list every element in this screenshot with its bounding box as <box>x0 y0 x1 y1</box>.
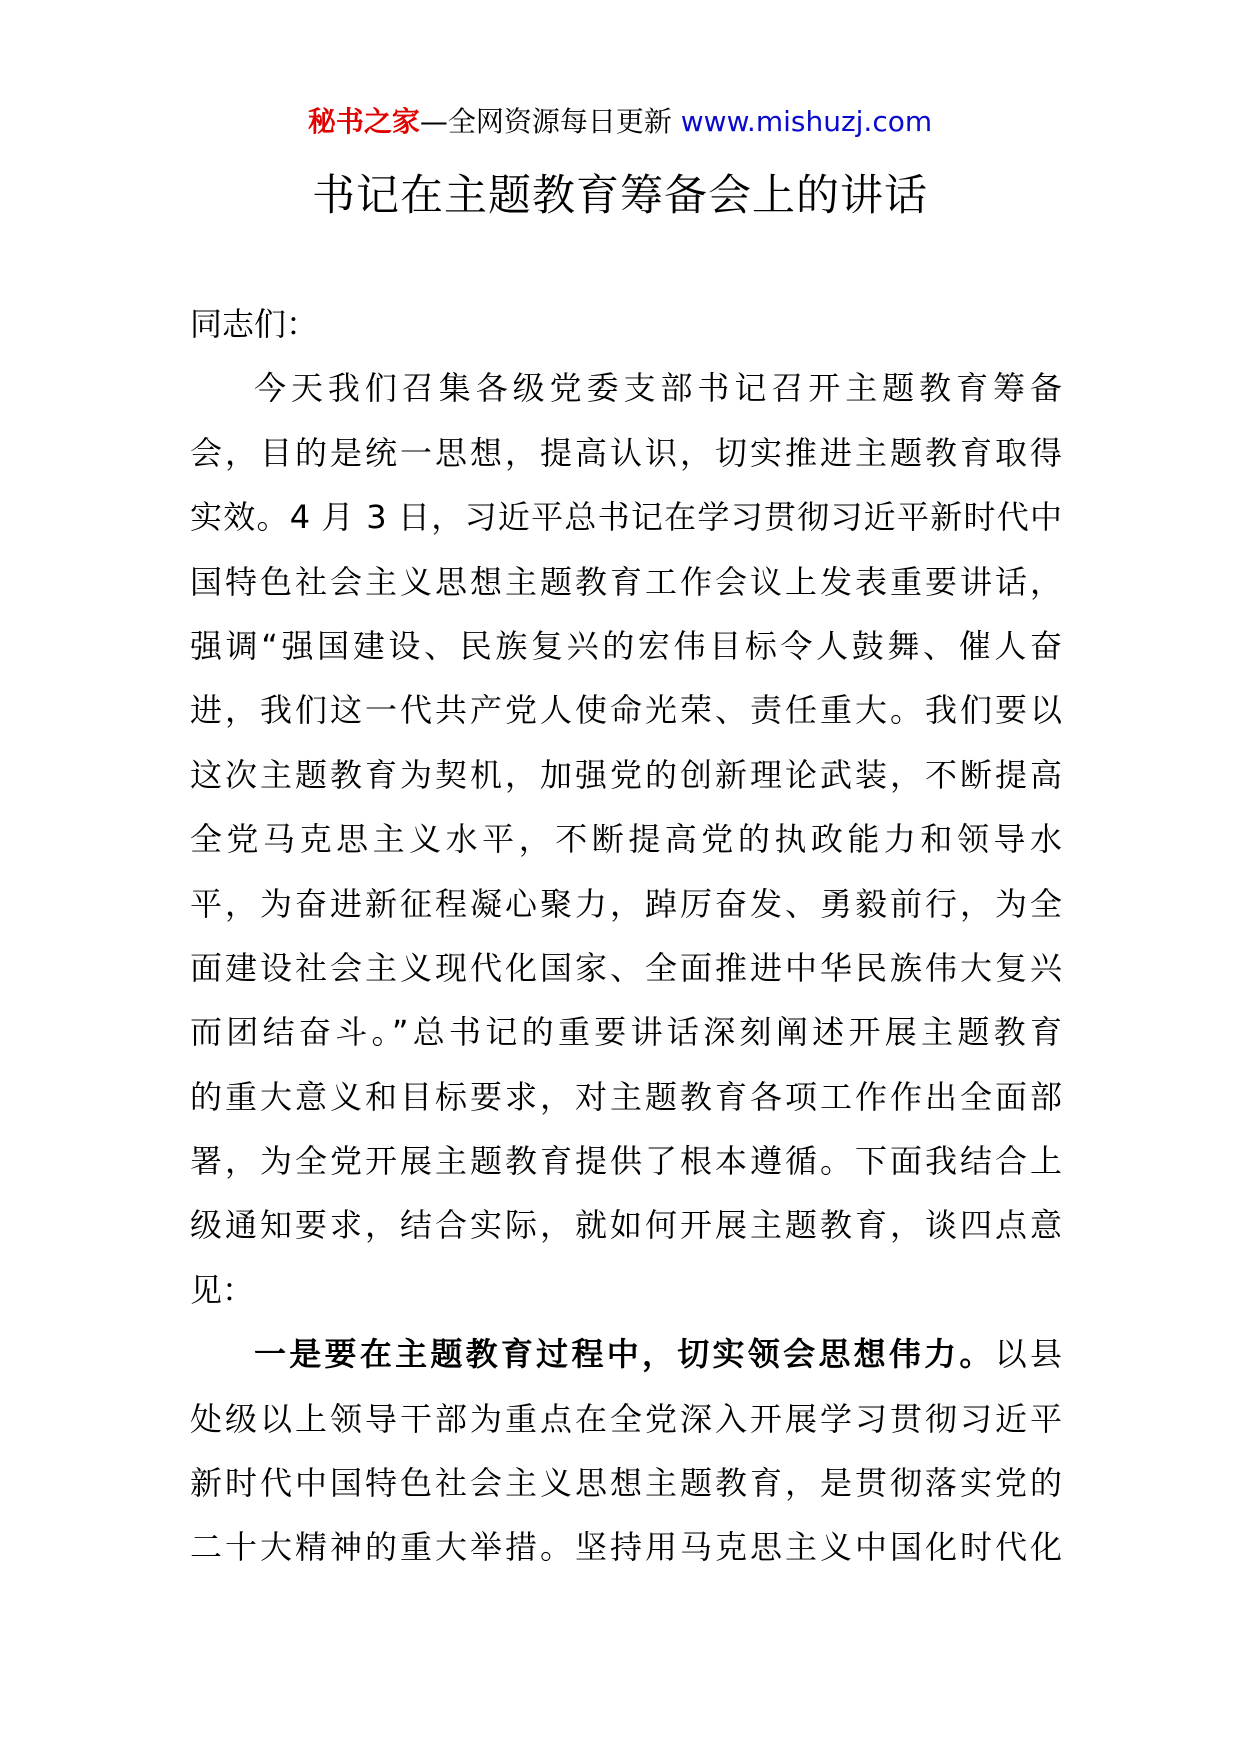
paragraph-line: 会，目的是统一思想，提高认识，切实推进主题教育取得 <box>190 433 1062 472</box>
paragraph-line: 强调“强国建设、民族复兴的宏伟目标令人鼓舞、催人奋 <box>190 626 1062 665</box>
section-heading-tail: 以县 <box>994 1335 1062 1374</box>
paragraph-line: 进，我们这一代共产党人使命光荣、责任重大。我们要以 <box>190 691 1062 730</box>
paragraph-line: 实效。4 月 3 日，习近平总书记在学习贯彻习近平新时代中 <box>190 498 1062 537</box>
paragraph-line: 新时代中国特色社会主义思想主题教育，是贯彻落实党的 <box>190 1464 1062 1503</box>
page-header <box>0 100 1240 144</box>
paragraph-line: 而团结奋斗。”总书记的重要讲话深刻阐述开展主题教育 <box>190 1013 1062 1052</box>
paragraph-line: 处级以上领导干部为重点在全党深入开展学习贯彻习近平 <box>190 1399 1062 1438</box>
paragraph-line: 的重大意义和目标要求，对主题教育各项工作作出全面部 <box>190 1077 1062 1116</box>
section-heading-line <box>190 1322 1062 1386</box>
section-heading: 一是要在主题教育过程中，切实领会思想伟力。 <box>254 1335 995 1374</box>
paragraph-line: 这次主题教育为契机，加强党的创新理论武装，不断提高 <box>190 755 1062 794</box>
paragraph-line: 全党马克思主义水平，不断提高党的执政能力和领导水 <box>190 820 1062 859</box>
document-body <box>190 292 1062 1580</box>
paragraph-line: 二十大精神的重大举措。坚持用马克思主义中国化时代化 <box>190 1528 1062 1567</box>
site-url-link[interactable]: www.mishuzj.com <box>680 105 933 138</box>
paragraph-line: 平，为奋进新征程凝心聚力，踔厉奋发、勇毅前行，为全 <box>190 884 1062 923</box>
paragraph-line: 级通知要求，结合实际，就如何开展主题教育，谈四点意 <box>190 1206 1062 1245</box>
paragraph-line: 今天我们召集各级党委支部书记召开主题教育筹备 <box>254 369 1062 408</box>
paragraph-line: 国特色社会主义思想主题教育工作会议上发表重要讲话， <box>190 562 1062 601</box>
header-tagline: —全网资源每日更新 <box>419 105 681 138</box>
salutation: 同志们： <box>190 305 319 343</box>
brand-name: 秘书之家 <box>307 105 420 138</box>
paragraph-line: 面建设社会主义现代化国家、全面推进中华民族伟大复兴 <box>190 948 1062 987</box>
paragraph-line: 见： <box>190 1270 255 1309</box>
paragraph-line: 署，为全党开展主题教育提供了根本遵循。下面我结合上 <box>190 1142 1062 1181</box>
document-title: 书记在主题教育筹备会上的讲话 <box>312 171 928 221</box>
